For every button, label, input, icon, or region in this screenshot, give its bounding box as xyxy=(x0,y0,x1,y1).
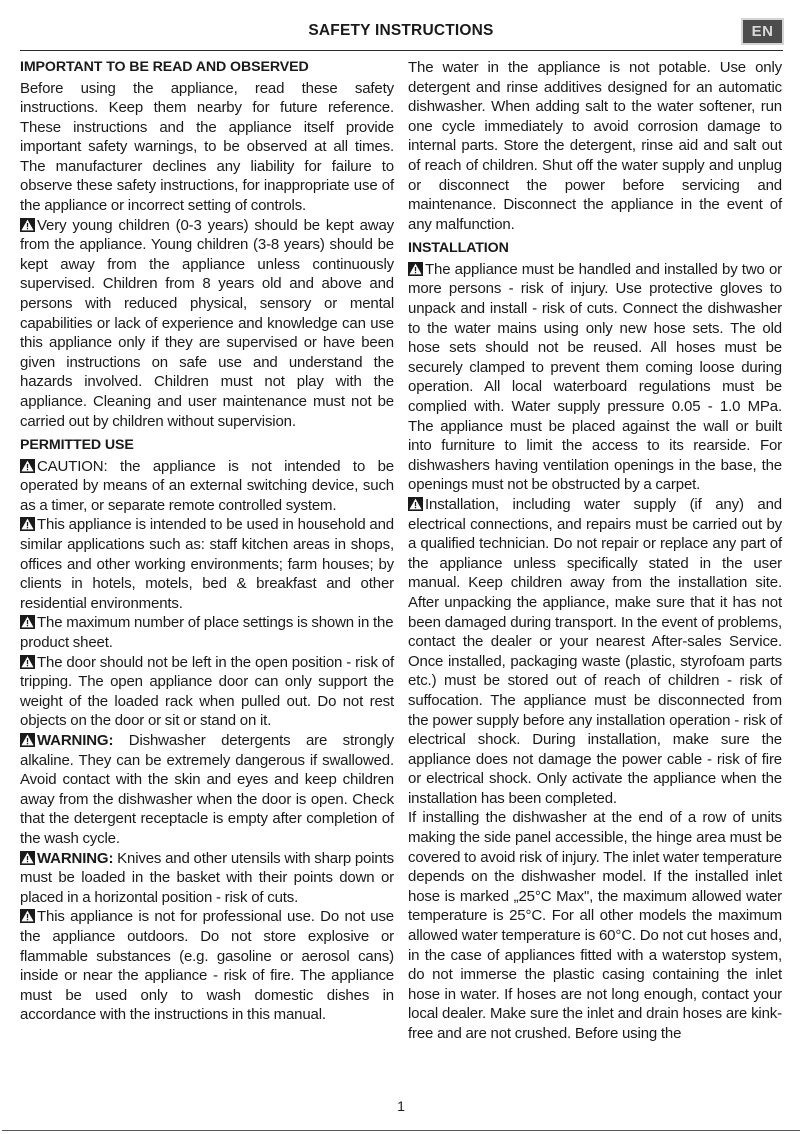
language-badge: EN xyxy=(741,18,784,45)
warning-triangle-icon xyxy=(20,733,35,747)
paragraph-handling-installation xyxy=(408,260,782,495)
paragraph-text: Very young children (0-3 years) should be kept away from the appliance. Young children (3-8 years) should be kept away from the appliance unless continuously supervised. Children from 8 years old and above and persons with reduced physical, sensory or mental capabilities or lack of experience and knowledge can use this appliance only if they are supervised or have been given instructions on safe use and understand the hazards involved. Children must not play with the appliance. Cleaning and user maintenance must not be carried out by children without supervision. xyxy=(20,216,394,430)
paragraph-text: Installation, including water supply (if any) and electrical connections, and repairs must be carried out by a qualified technician. Do not repair or replace any part of the appliance unless specifically stated in the user manual. Keep children away from the installation site. After unpacking the appliance, make sure that it has not been damaged during transport. In the event of problems, contact the dealer or your nearest After-sales Service. Once installed, packaging waste (plastic, styrofoam parts etc.) must be stored out of reach of children - risk of suffocation. The appliance must be disconnected from the power supply before any installation operation - risk of electrical shock. During installation, make sure the appliance does not damage the power cable - risk of fire or electrical shock. Only activate the appliance when the installation has been completed. xyxy=(408,495,782,807)
section-heading-installation: INSTALLATION xyxy=(408,240,509,257)
warning-label: WARNING: xyxy=(37,732,114,749)
warning-triangle-icon xyxy=(408,262,423,276)
two-column-body xyxy=(20,58,783,1088)
paragraph-not-professional-use xyxy=(20,907,394,1025)
warning-triangle-icon xyxy=(408,497,423,511)
paragraph-caution-switching-device xyxy=(20,457,394,516)
paragraph-warning-knives xyxy=(20,849,394,908)
warning-triangle-icon xyxy=(20,655,35,669)
warning-triangle-icon xyxy=(20,909,35,923)
section-heading-important: IMPORTANT TO BE READ AND OBSERVED xyxy=(20,59,309,75)
paragraph-household-use xyxy=(20,515,394,613)
warning-triangle-icon xyxy=(20,615,35,629)
footer-divider xyxy=(2,1130,800,1131)
paragraph-text: CAUTION: the appliance is not intended to be operated by means of an external switching device, such as a timer, or separate remote controlled system. xyxy=(20,457,394,514)
section-heading-permitted-use: PERMITTED USE xyxy=(20,437,134,454)
paragraph-door-position xyxy=(20,653,394,731)
left-column xyxy=(20,58,394,1088)
paragraph-qualified-technician xyxy=(408,495,782,809)
paragraph-water-not-potable: The water in the appliance is not potable. Use only detergent and rinse additives designed for an automatic dishwasher. When adding salt to the water softener, run one cycle immediately to avoid corrosion damage to internal parts. Store the detergent, rinse aid and salt out of reach of children. Shut off the water supply and unplug or disconnect the power before servicing and maintenance. Disconnect the appliance in the event of any malfunction. xyxy=(408,59,782,233)
paragraph-before-using: Before using the appliance, read these safety instructions. Keep them nearby for future reference. These instructions and the appliance itself provide important safety warnings, to be observed at all times. The manufacturer declines any liability for failure to observe these safety instructions, for inappropriate use of the appliance or incorrect setting of controls. xyxy=(20,79,394,215)
paragraph-warning-detergents xyxy=(20,731,394,849)
right-column xyxy=(408,58,782,1088)
paragraph-text: The appliance must be handled and installed by two or more persons - risk of injury. Use protective gloves to unpack and install - risk of cuts. Connect the dishwasher to the water mains using only new hose sets. The old hose sets should not be reused. All hoses must be securely clamped to prevent them coming loose during operation. All local waterboard regulations must be complied with. Water supply pressure 0.05 - 1.0 MPa. The appliance must be placed against the wall or built into furniture to limit the access to its rearside. For dishwashers having ventilation openings in the base, the openings must not be obstructed by a carpet. xyxy=(408,260,782,494)
page-title: SAFETY INSTRUCTIONS xyxy=(308,22,494,39)
paragraph-text: This appliance is intended to be used in household and similar applications such as: staff kitchen areas in shops, offices and other working environments; farm houses; by clients in hotels, motels, bed & breakfast and other residential environments. xyxy=(20,516,394,612)
paragraph-text: This appliance is not for professional use. Do not use the appliance outdoors. Do not store explosive or flammable substances (e.g. gasoline or aerosol cans) inside or near the appliance - risk of fire. The appliance must be used only to wash domestic dishes in accordance with the instructions in this manual. xyxy=(20,908,394,1024)
paragraph-place-settings xyxy=(20,613,394,652)
warning-triangle-icon xyxy=(20,459,35,473)
paragraph-text: The door should not be left in the open position - risk of tripping. The open appliance door can only support the weight of the loaded rack when pulled out. Do not rest objects on the door or sit or stand on it. xyxy=(20,653,394,730)
paragraph-text: The maximum number of place settings is shown in the product sheet. xyxy=(20,614,394,652)
warning-triangle-icon xyxy=(20,218,35,232)
header-divider xyxy=(20,50,783,51)
page-header xyxy=(0,0,802,48)
warning-label: WARNING: xyxy=(37,849,114,867)
paragraph-text: Dishwasher detergents are strongly alkaline. They can be extremely dangerous if swallowed. Avoid contact with the skin and eyes and keep children away from the dishwasher when the door is open. Check that the detergent receptacle is empty after completion of the wash cycle. xyxy=(20,732,394,847)
warning-triangle-icon xyxy=(20,517,35,531)
paragraph-end-of-row-install: If installing the dishwasher at the end of a row of units making the side panel accessible, the hinge area must be covered to avoid risk of injury. The inlet water temperature depends on the dishwasher model. If the installed inlet hose is marked „25°C Max", the maximum allowed water temperature is 25°C. For all other models the maximum allowed water temperature is 60°C. Do not cut hoses and, in the case of appliances fitted with a waterstop system, do not immerse the plastic casing containing the inlet hose in water. If hoses are not long enough, contact your local dealer. Make sure the inlet and drain hoses are kink-free and are not crushed. Before using the xyxy=(408,809,782,1042)
paragraph-text: Knives and other utensils with sharp points must be loaded in the basket with their points down or placed in a horizontal position - risk of cuts. xyxy=(20,849,394,906)
page-number: 1 xyxy=(397,1098,405,1114)
paragraph-children-safety xyxy=(20,216,394,432)
warning-triangle-icon xyxy=(20,851,35,865)
